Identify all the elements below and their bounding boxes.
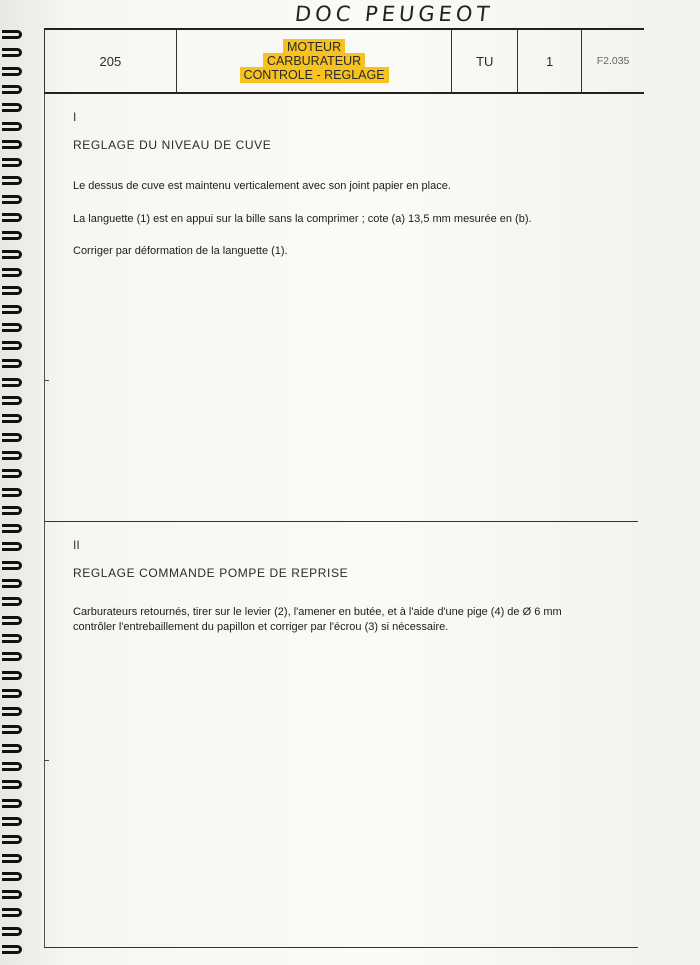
binding-ring	[2, 213, 22, 222]
binding-ring	[2, 616, 22, 625]
binding-ring	[2, 103, 22, 112]
binding-ring	[2, 597, 22, 606]
spiral-binding	[0, 30, 26, 960]
binding-ring	[2, 817, 22, 826]
section-divider	[44, 521, 638, 522]
binding-ring	[2, 359, 22, 368]
section-2-paragraph: Carburateurs retournés, tirer sur le levier (2), l'amener en butée, et à l'aide d'une pige (4) de Ø 6 mm	[73, 606, 562, 618]
binding-ring	[2, 542, 22, 551]
binding-ring	[2, 799, 22, 808]
binding-ring	[2, 488, 22, 497]
binding-ring	[2, 414, 22, 423]
binding-ring	[2, 854, 22, 863]
binding-ring	[2, 707, 22, 716]
binding-ring	[2, 305, 22, 314]
section-2-heading: REGLAGE COMMANDE POMPE DE REPRISE	[73, 566, 349, 580]
section-1-number: I	[73, 110, 77, 124]
binding-ring	[2, 85, 22, 94]
binding-ring	[2, 561, 22, 570]
binding-ring	[2, 195, 22, 204]
header-ref: F2.035	[596, 55, 630, 67]
binding-ring	[2, 433, 22, 442]
binding-ring	[2, 286, 22, 295]
binding-ring	[2, 634, 22, 643]
binding-ring	[2, 250, 22, 259]
binding-ring	[2, 176, 22, 185]
binding-ring	[2, 890, 22, 899]
binding-ring	[2, 268, 22, 277]
binding-ring	[2, 652, 22, 661]
binding-ring	[2, 780, 22, 789]
section-1-paragraph: Le dessus de cuve est maintenu verticalement avec son joint papier en place.	[73, 180, 451, 192]
header-title-line-1: MOTEUR	[284, 40, 344, 54]
binding-ring	[2, 945, 22, 954]
binding-ring	[2, 835, 22, 844]
section-1-paragraph: Corriger par déformation de la languette (1).	[73, 245, 288, 257]
binding-ring	[2, 48, 22, 57]
binding-ring	[2, 140, 22, 149]
binding-ring	[2, 671, 22, 680]
header-title	[177, 30, 453, 92]
binding-ring	[2, 158, 22, 167]
binding-ring	[2, 744, 22, 753]
header-title-line-2: CARBURATEUR	[264, 54, 364, 68]
section-1-paragraph: La languette (1) est en appui sur la bille sans la comprimer ; cote (a) 13,5 mm mesurée en (b).	[73, 213, 532, 225]
margin-tick	[44, 380, 49, 381]
bottom-rule	[44, 947, 638, 948]
binding-ring	[2, 396, 22, 405]
binding-ring	[2, 725, 22, 734]
section-2-paragraph: contrôler l'entrebaillement du papillon et corriger par l'écrou (3) si nécessaire.	[73, 621, 449, 633]
binding-ring	[2, 451, 22, 460]
binding-ring	[2, 323, 22, 332]
header-table	[44, 28, 644, 94]
binding-ring	[2, 67, 22, 76]
binding-ring	[2, 469, 22, 478]
binding-ring	[2, 579, 22, 588]
header-title-line-3: CONTROLE - REGLAGE	[241, 68, 388, 82]
binding-ring	[2, 30, 22, 39]
handwritten-note: DOC PEUGEOT	[293, 2, 495, 26]
binding-ring	[2, 122, 22, 131]
header-model: 205	[45, 30, 177, 92]
binding-ring	[2, 378, 22, 387]
binding-ring	[2, 231, 22, 240]
section-2-number: II	[73, 538, 80, 552]
binding-ring	[2, 524, 22, 533]
binding-ring	[2, 689, 22, 698]
binding-ring	[2, 762, 22, 771]
binding-ring	[2, 341, 22, 350]
section-1-heading: REGLAGE DU NIVEAU DE CUVE	[73, 138, 272, 152]
margin-tick	[44, 760, 49, 761]
binding-ring	[2, 927, 22, 936]
header-sheet: 1	[518, 30, 582, 92]
binding-ring	[2, 506, 22, 515]
binding-ring	[2, 872, 22, 881]
header-engine: TU	[452, 30, 518, 92]
binding-ring	[2, 908, 22, 917]
